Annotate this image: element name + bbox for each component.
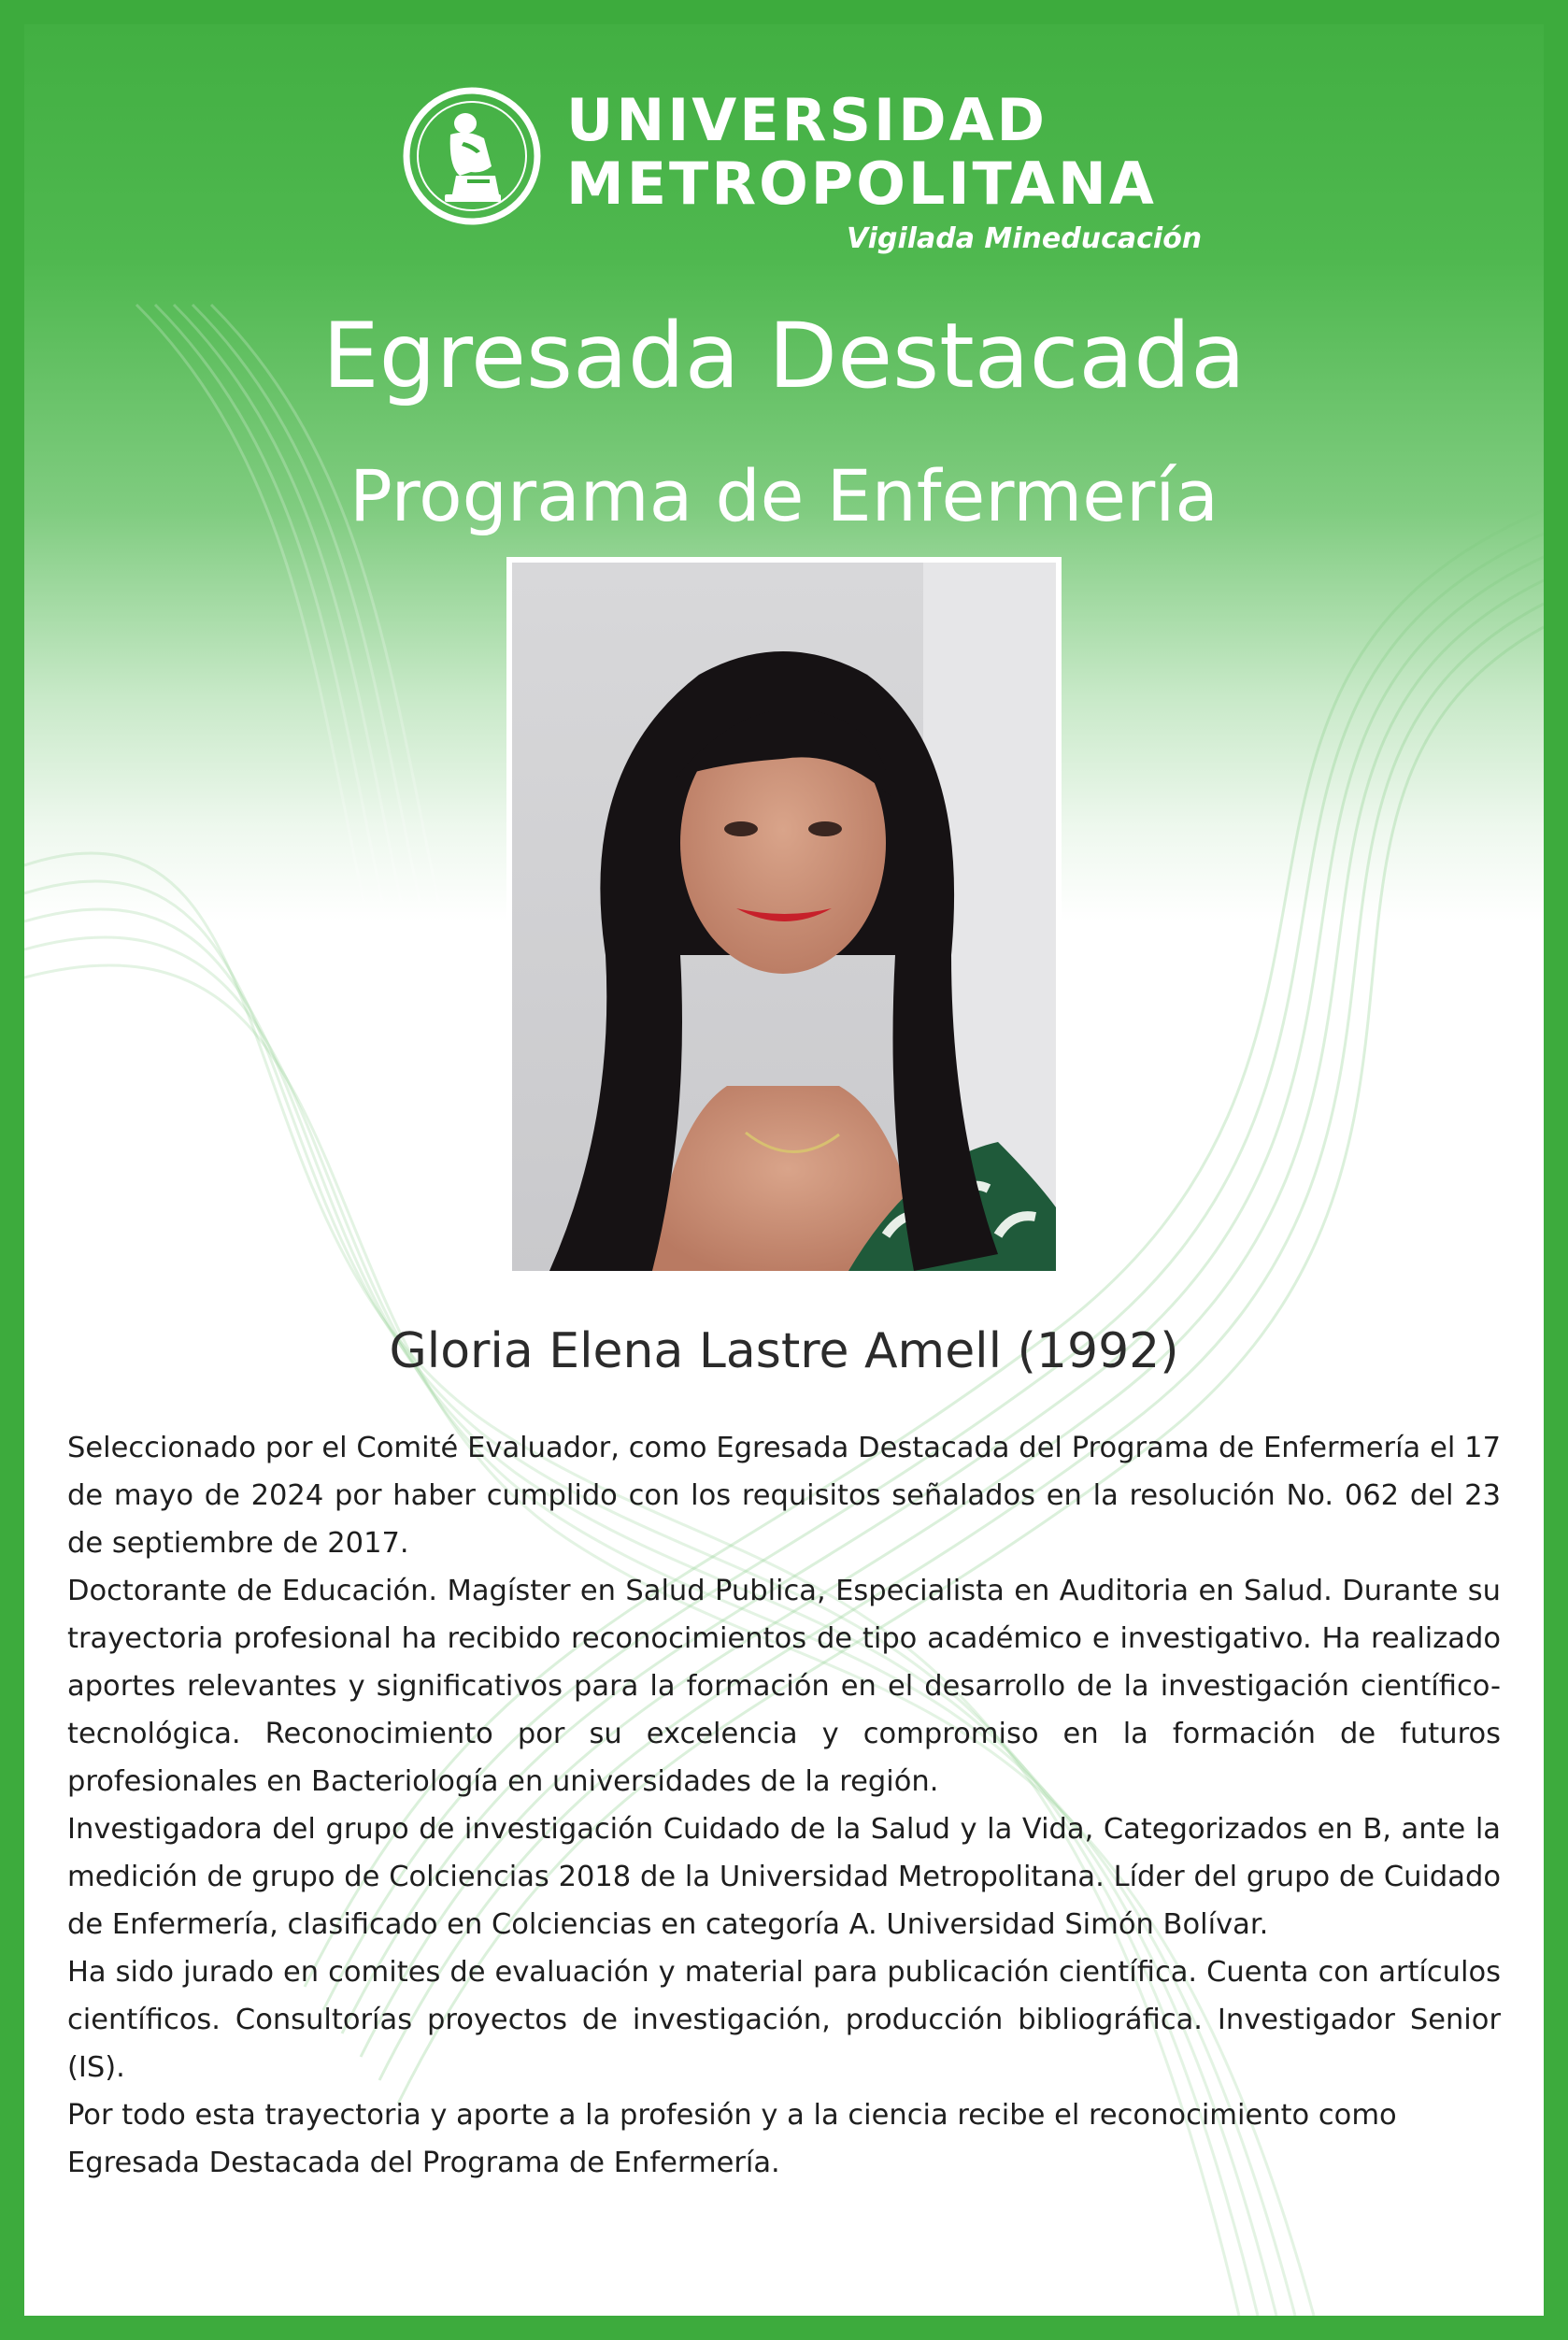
university-logo <box>402 65 1205 290</box>
portrait-frame <box>506 557 1062 1277</box>
page-subtitle: Programa de Enfermería <box>349 454 1219 537</box>
logo-name-line2: METROPOLITANA <box>566 150 1157 218</box>
biography-paragraph-4: Ha sido jurado en comites de evaluación y material para publicación científica. Cuenta con artículos científicos. Consultorías proyectos de investigación, producción bibliográfica. Investigador Senior (IS). <box>67 1956 1501 2084</box>
logo-tagline: Vigilada Mineducación <box>847 222 1203 255</box>
biography-paragraph-2: Doctorante de Educación. Magíster en Salud Publica, Especialista en Auditoria en Salud. Durante su trayectoria profesional ha recibido reconocimientos de tipo académico e investigativo. Ha realizado aportes relevantes y significativos para la formación en el desarrollo de la investigación científico-tecnológica. Reconocimiento por su excelencia y compromiso en la formación de futuros profesionales en Bacteriología en universidades de la región. <box>67 1575 1501 1798</box>
biography-paragraph-1: Seleccionado por el Comité Evaluador, como Egresada Destacada del Programa de Enfermería el 17 de mayo de 2024 por haber cumplido con los requisitos señalados en la resolución No. 062 del 23 de septiembre de 2017. <box>67 1432 1501 1560</box>
biography-paragraph-5: Por todo esta trayectoria y aporte a la profesión y a la ciencia recibe el reconocimiento como Egresada Destacada del Programa de Enfermería. <box>67 2099 1397 2179</box>
honoree-name: Gloria Elena Lastre Amell (1992) <box>389 1323 1179 1379</box>
biography-paragraph-3: Investigadora del grupo de investigación Cuidado de la Salud y la Vida, Categorizados en B, ante la medición de grupo de Colciencias 2018 de la Universidad Metropolitana. Líder del grupo de Cuidado de Enfermería, clasificado en Colciencias en categoría A. Universidad Simón Bolívar. <box>67 1813 1501 1941</box>
logo-name-line1: UNIVERSIDAD <box>566 86 1048 154</box>
poster-panel <box>24 24 1544 2316</box>
biography-text <box>67 1424 1501 2187</box>
page-title: Egresada Destacada <box>322 304 1246 408</box>
portrait-photo <box>512 563 1056 1271</box>
thinker-emblem-icon <box>402 86 542 226</box>
